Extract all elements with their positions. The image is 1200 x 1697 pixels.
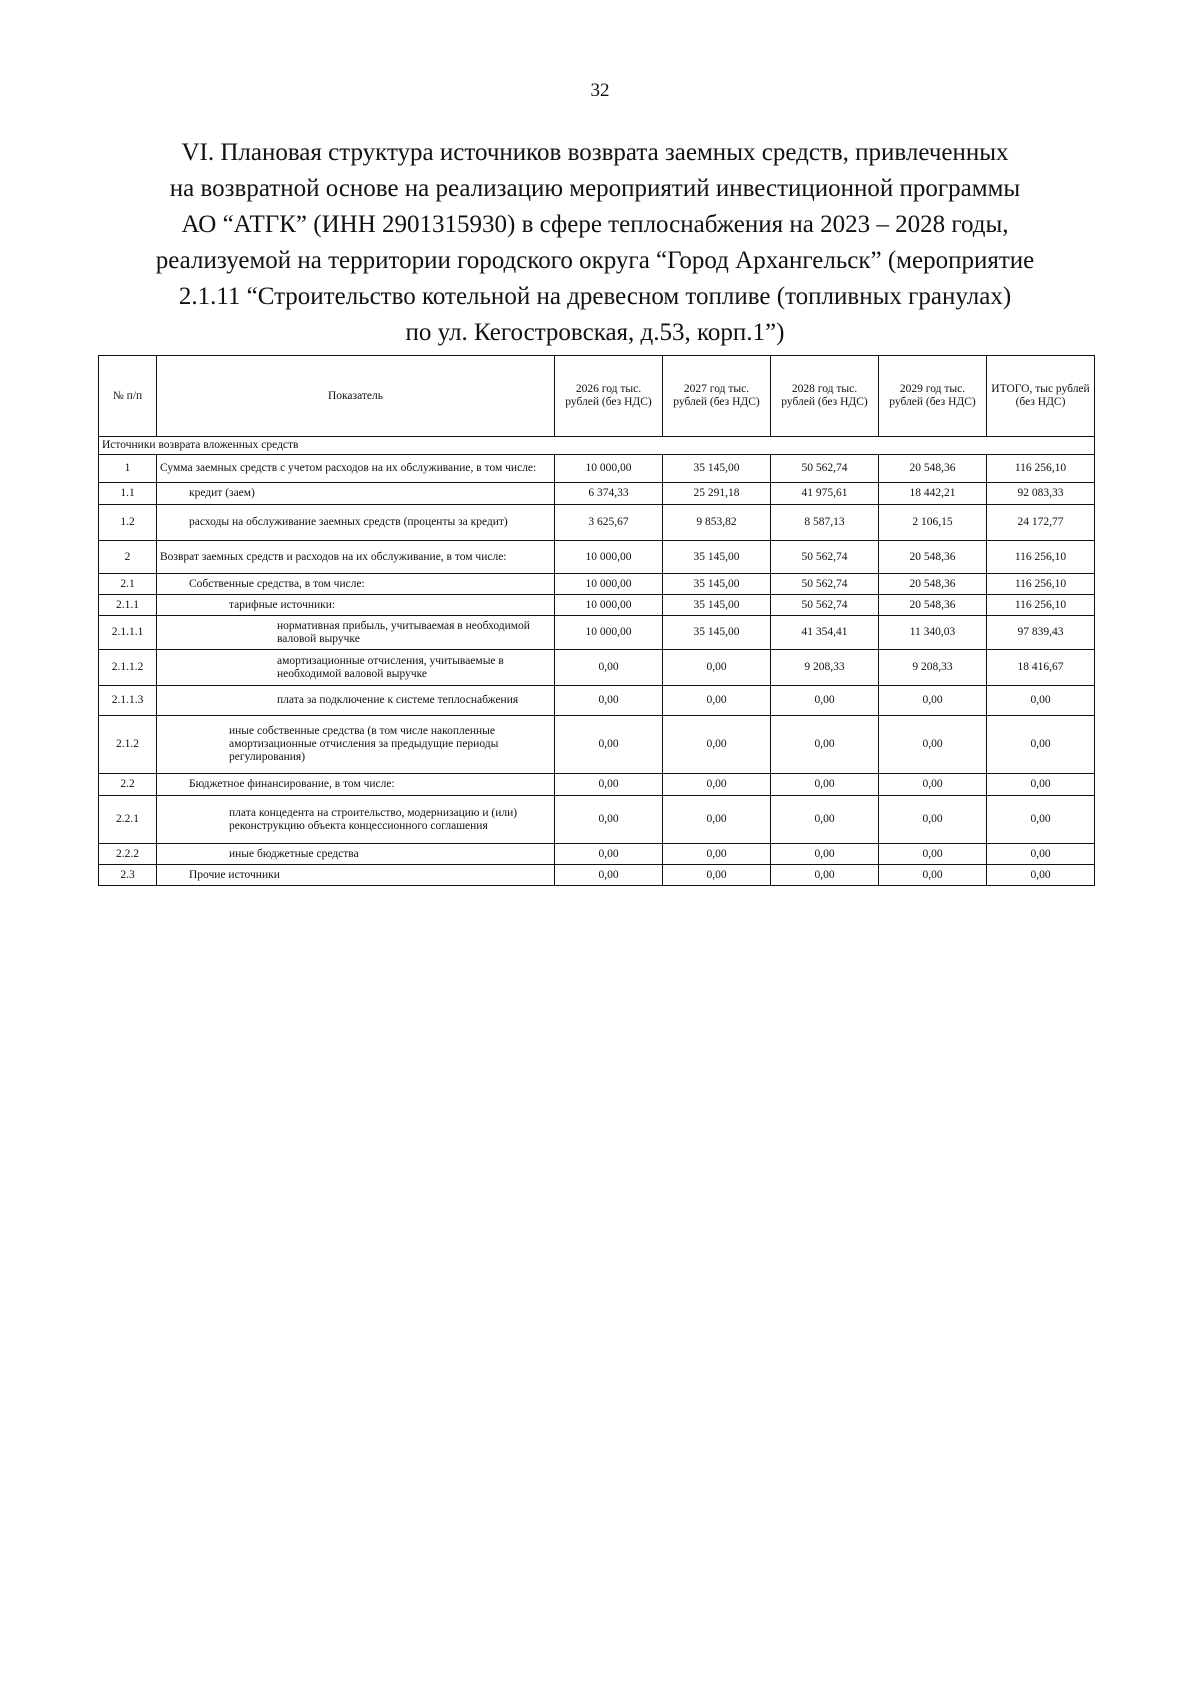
value-y2026: 0,00 <box>555 686 663 716</box>
value-y2026: 10 000,00 <box>555 574 663 595</box>
document-title <box>90 135 1100 351</box>
value-y2027: 0,00 <box>663 796 771 844</box>
value-y2028: 41 975,61 <box>771 483 879 505</box>
value-y2027: 0,00 <box>663 716 771 774</box>
value-y2028: 0,00 <box>771 686 879 716</box>
row-label: расходы на обслуживание заемных средств (проценты за кредит) <box>157 505 555 541</box>
row-label: Сумма заемных средств с учетом расходов на их обслуживание, в том числе: <box>157 455 555 483</box>
value-y2028: 8 587,13 <box>771 505 879 541</box>
section-row <box>99 437 1095 455</box>
title-line: по ул. Кегостровская, д.53, корп.1”) <box>405 319 785 346</box>
value-y2028: 0,00 <box>771 716 879 774</box>
value-y2027: 0,00 <box>663 774 771 796</box>
value-y2027: 35 145,00 <box>663 616 771 650</box>
row-number: 1 <box>99 455 157 483</box>
header-total: ИТОГО, тыс рублей (без НДС) <box>987 356 1095 437</box>
value-y2029: 20 548,36 <box>879 595 987 616</box>
value-y2028: 0,00 <box>771 796 879 844</box>
table-row <box>99 865 1095 886</box>
row-number: 2.1.1 <box>99 595 157 616</box>
section-title: Источники возврата вложенных средств <box>99 437 1095 455</box>
table-row <box>99 505 1095 541</box>
value-y2027: 0,00 <box>663 865 771 886</box>
page-number: 32 <box>590 80 610 101</box>
value-y2029: 20 548,36 <box>879 455 987 483</box>
value-y2026: 10 000,00 <box>555 455 663 483</box>
header-2028: 2028 год тыс. рублей (без НДС) <box>771 356 879 437</box>
value-y2029: 18 442,21 <box>879 483 987 505</box>
value-y2029: 11 340,03 <box>879 616 987 650</box>
row-label: иные собственные средства (в том числе накопленные амортизационные отчисления за предыдущие периоды регулирования) <box>157 716 555 774</box>
value-y2029: 0,00 <box>879 686 987 716</box>
table-row <box>99 574 1095 595</box>
value-y2027: 35 145,00 <box>663 595 771 616</box>
value-y2027: 25 291,18 <box>663 483 771 505</box>
table-row <box>99 796 1095 844</box>
row-number: 2.1.1.3 <box>99 686 157 716</box>
value-total: 18 416,67 <box>987 650 1095 686</box>
value-total: 0,00 <box>987 686 1095 716</box>
header-indicator: Показатель <box>157 356 555 437</box>
table-row <box>99 616 1095 650</box>
value-y2029: 0,00 <box>879 716 987 774</box>
table-row <box>99 595 1095 616</box>
header-num: № п/п <box>99 356 157 437</box>
row-number: 2.2.1 <box>99 796 157 844</box>
value-total: 0,00 <box>987 796 1095 844</box>
header-2029: 2029 год тыс. рублей (без НДС) <box>879 356 987 437</box>
row-number: 2.3 <box>99 865 157 886</box>
row-label: амортизационные отчисления, учитываемые в необходимой валовой выручке <box>157 650 555 686</box>
value-total: 24 172,77 <box>987 505 1095 541</box>
row-label: тарифные источники: <box>157 595 555 616</box>
row-label: плата концедента на строительство, модернизацию и (или) реконструкцию объекта концессионного соглашения <box>157 796 555 844</box>
value-y2027: 35 145,00 <box>663 574 771 595</box>
value-y2029: 0,00 <box>879 774 987 796</box>
value-y2028: 9 208,33 <box>771 650 879 686</box>
row-label: нормативная прибыль, учитываемая в необходимой валовой выручке <box>157 616 555 650</box>
value-y2029: 20 548,36 <box>879 574 987 595</box>
value-y2028: 50 562,74 <box>771 574 879 595</box>
row-label: Прочие источники <box>157 865 555 886</box>
value-y2026: 3 625,67 <box>555 505 663 541</box>
value-total: 0,00 <box>987 716 1095 774</box>
value-y2026: 0,00 <box>555 650 663 686</box>
table-row <box>99 483 1095 505</box>
row-label: Собственные средства, в том числе: <box>157 574 555 595</box>
value-y2029: 0,00 <box>879 796 987 844</box>
title-line: реализуемой на территории городского округа “Город Архангельск” (мероприятие <box>155 247 1035 274</box>
value-total: 116 256,10 <box>987 574 1095 595</box>
value-y2026: 0,00 <box>555 844 663 865</box>
table-row <box>99 686 1095 716</box>
value-y2029: 20 548,36 <box>879 541 987 574</box>
value-y2027: 0,00 <box>663 650 771 686</box>
title-line: 2.1.11 “Строительство котельной на древесном топливе (топливных гранулах) <box>178 283 1012 310</box>
value-y2029: 0,00 <box>879 844 987 865</box>
value-total: 97 839,43 <box>987 616 1095 650</box>
title-line: VI. Плановая структура источников возврата заемных средств, привлеченных <box>181 139 1009 166</box>
table-row <box>99 650 1095 686</box>
row-number: 1.1 <box>99 483 157 505</box>
value-y2027: 0,00 <box>663 844 771 865</box>
value-y2027: 9 853,82 <box>663 505 771 541</box>
value-y2028: 0,00 <box>771 865 879 886</box>
table-row <box>99 455 1095 483</box>
row-label: Возврат заемных средств и расходов на их обслуживание, в том числе: <box>157 541 555 574</box>
value-y2026: 10 000,00 <box>555 595 663 616</box>
value-y2028: 0,00 <box>771 774 879 796</box>
value-total: 0,00 <box>987 774 1095 796</box>
value-y2029: 9 208,33 <box>879 650 987 686</box>
value-y2026: 10 000,00 <box>555 541 663 574</box>
value-y2029: 2 106,15 <box>879 505 987 541</box>
row-number: 2.1.1.2 <box>99 650 157 686</box>
value-y2026: 0,00 <box>555 865 663 886</box>
value-y2026: 0,00 <box>555 774 663 796</box>
value-y2026: 10 000,00 <box>555 616 663 650</box>
row-number: 1.2 <box>99 505 157 541</box>
value-total: 116 256,10 <box>987 541 1095 574</box>
row-label: иные бюджетные средства <box>157 844 555 865</box>
row-number: 2.1.1.1 <box>99 616 157 650</box>
value-y2027: 0,00 <box>663 686 771 716</box>
title-line: АО “АТГК” (ИНН 2901315930) в сфере теплоснабжения на 2023 – 2028 годы, <box>181 211 1009 238</box>
value-y2026: 0,00 <box>555 716 663 774</box>
table-header-row <box>99 356 1095 437</box>
table-row <box>99 844 1095 865</box>
value-y2028: 50 562,74 <box>771 595 879 616</box>
row-number: 2.2 <box>99 774 157 796</box>
table-row <box>99 541 1095 574</box>
title-line: на возвратной основе на реализацию мероприятий инвестиционной программы <box>169 175 1021 202</box>
row-label: кредит (заем) <box>157 483 555 505</box>
value-y2027: 35 145,00 <box>663 455 771 483</box>
value-y2028: 50 562,74 <box>771 541 879 574</box>
value-total: 116 256,10 <box>987 455 1095 483</box>
value-total: 116 256,10 <box>987 595 1095 616</box>
value-y2028: 41 354,41 <box>771 616 879 650</box>
header-2027: 2027 год тыс. рублей (без НДС) <box>663 356 771 437</box>
row-number: 2.2.2 <box>99 844 157 865</box>
value-y2026: 6 374,33 <box>555 483 663 505</box>
value-total: 0,00 <box>987 865 1095 886</box>
value-y2028: 50 562,74 <box>771 455 879 483</box>
value-y2028: 0,00 <box>771 844 879 865</box>
value-total: 92 083,33 <box>987 483 1095 505</box>
row-number: 2.1.2 <box>99 716 157 774</box>
row-number: 2 <box>99 541 157 574</box>
row-label: плата за подключение к системе теплоснабжения <box>157 686 555 716</box>
value-y2026: 0,00 <box>555 796 663 844</box>
value-y2027: 35 145,00 <box>663 541 771 574</box>
funding-sources-table <box>98 355 1095 886</box>
table-row <box>99 716 1095 774</box>
row-number: 2.1 <box>99 574 157 595</box>
header-2026: 2026 год тыс. рублей (без НДС) <box>555 356 663 437</box>
value-total: 0,00 <box>987 844 1095 865</box>
value-y2029: 0,00 <box>879 865 987 886</box>
row-label: Бюджетное финансирование, в том числе: <box>157 774 555 796</box>
table-row <box>99 774 1095 796</box>
